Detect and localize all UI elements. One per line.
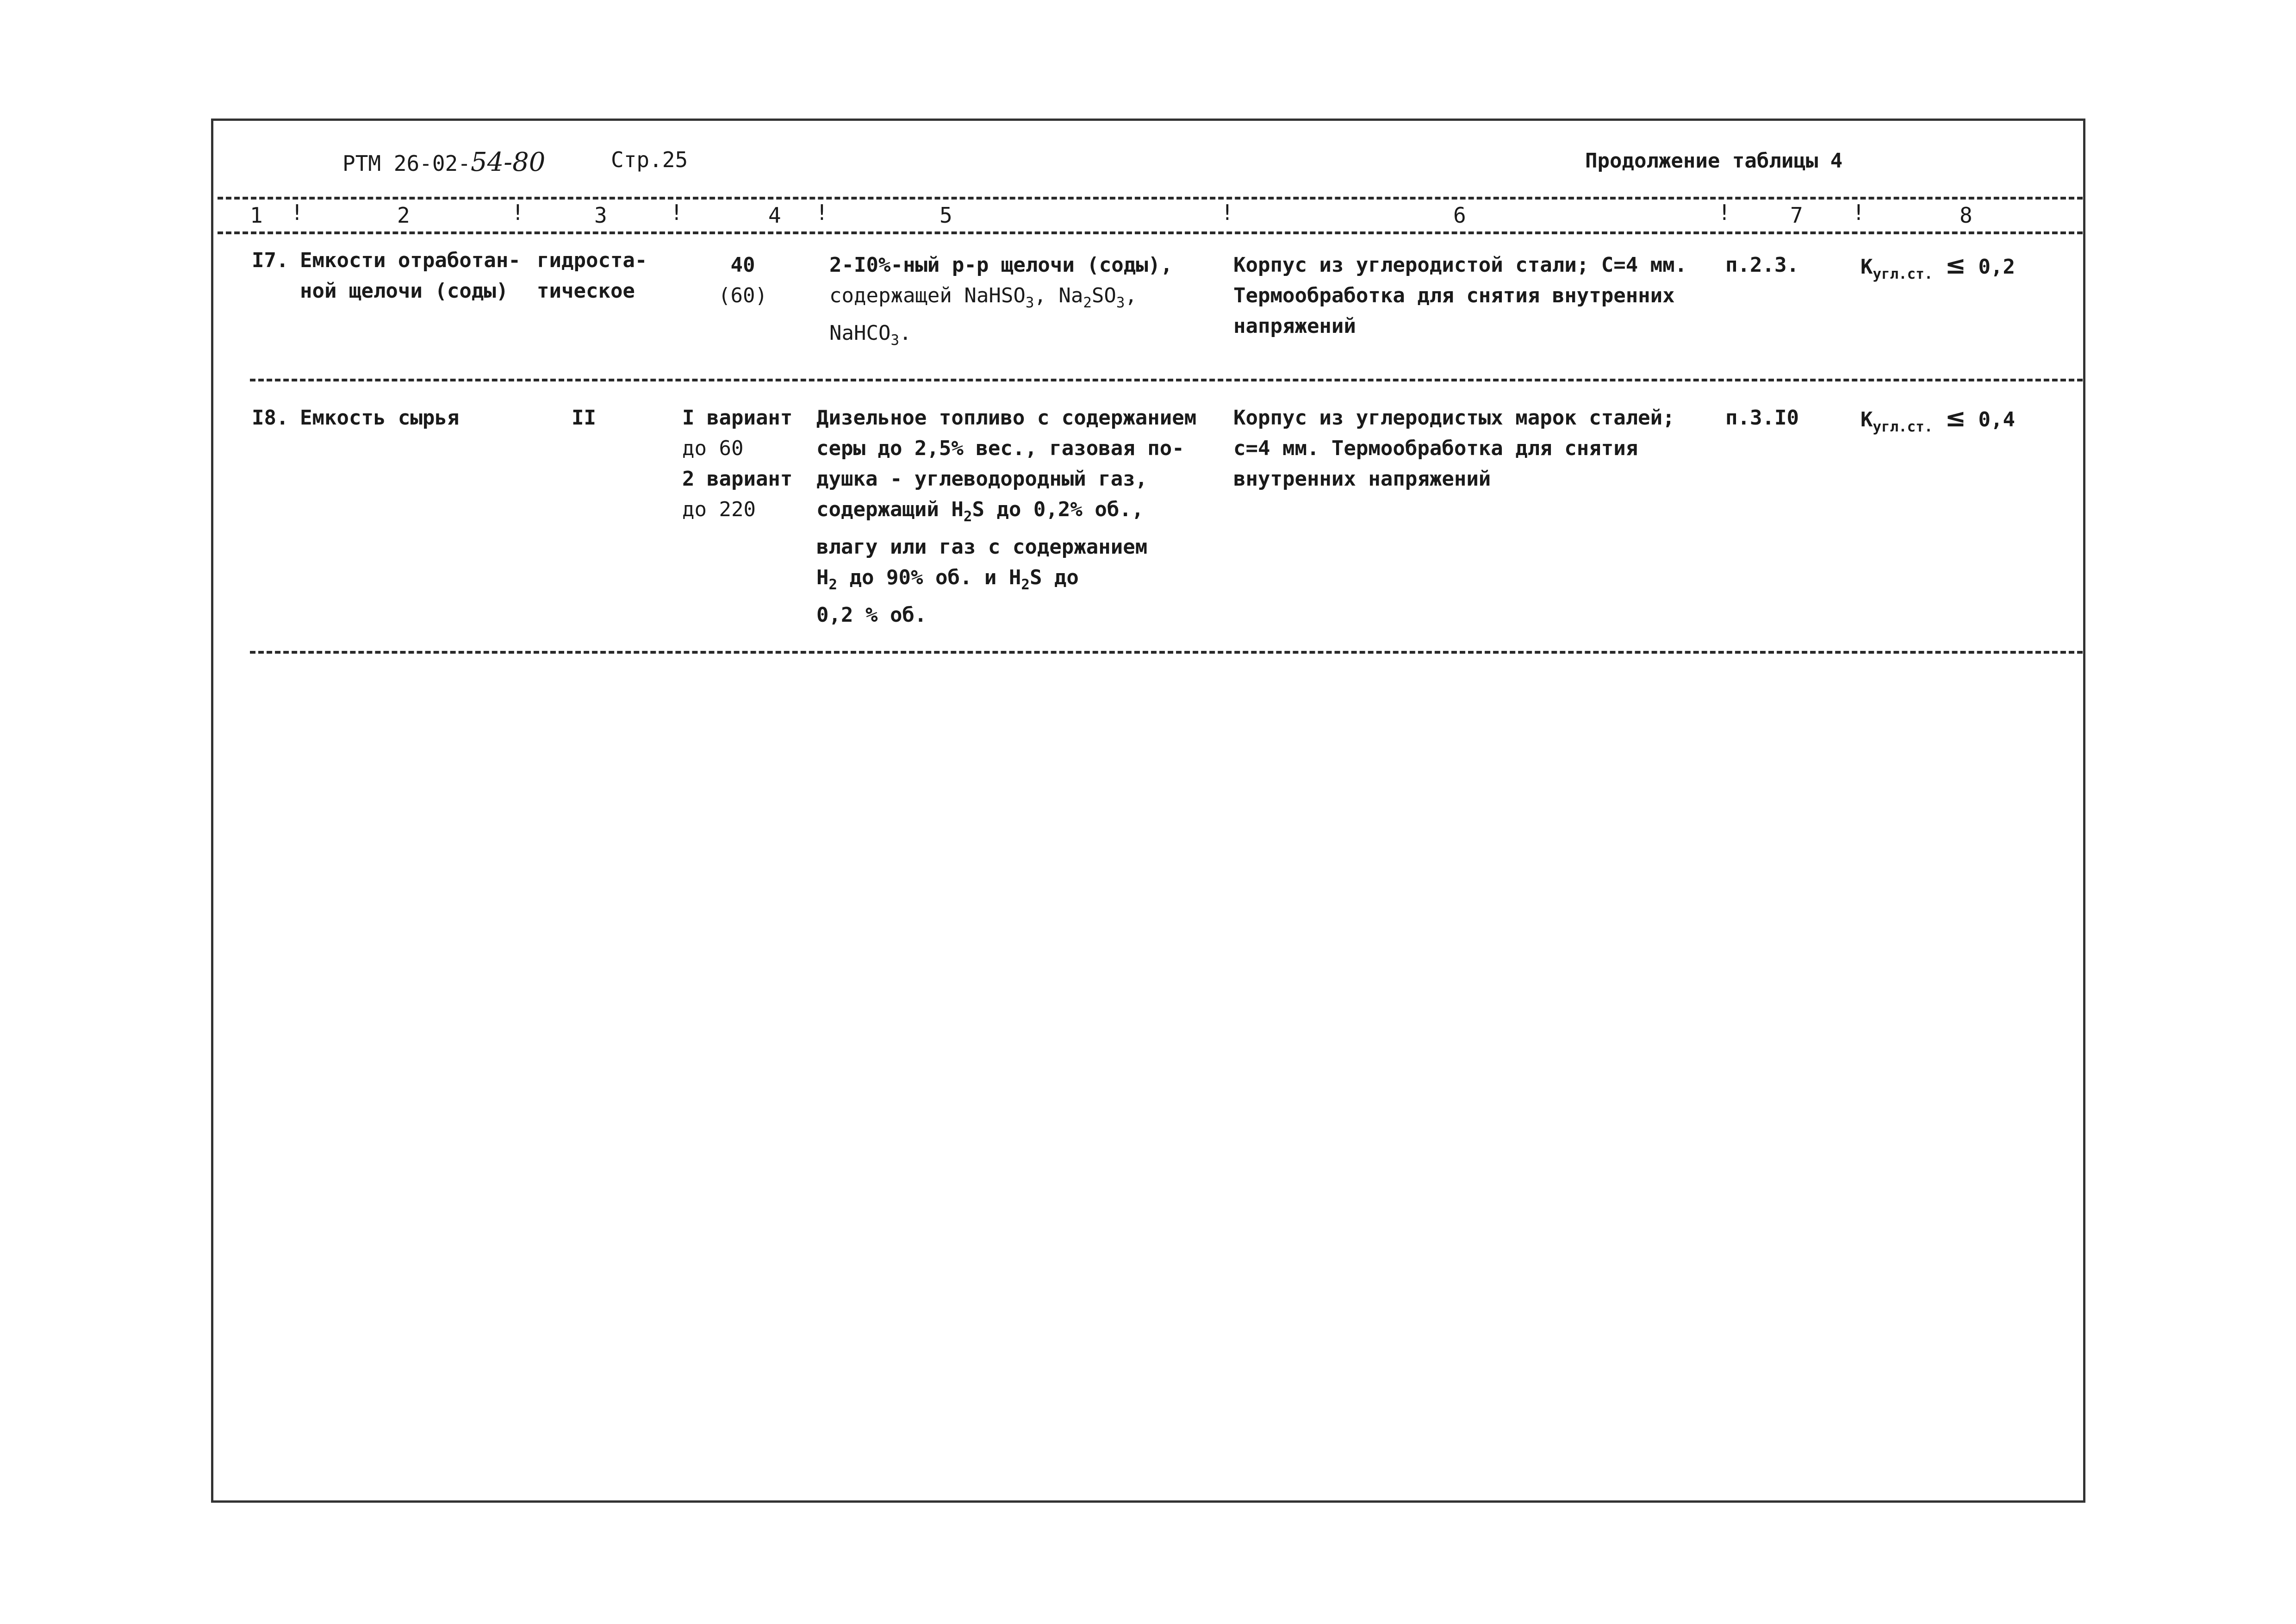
column-number-8: 8: [1960, 203, 1972, 228]
row-18-number: I8.: [252, 406, 289, 430]
column-separator: !: [511, 200, 524, 225]
column-separator: !: [670, 200, 683, 225]
row-separator: [250, 379, 2083, 381]
document-code: [342, 147, 545, 177]
row-17-medium: 2-I0%-ный р-р щелочи (соды), содержащей NaHSO$_3$, $Na_2SO_3$, NaHCO$_3$.: [829, 253, 1173, 349]
row-17-temperature: 40 (60): [718, 253, 767, 307]
column-number-2: 2: [397, 203, 410, 228]
row-17-reference: п.2.3.: [1725, 253, 1799, 277]
row-18-temperature: I вариант до 60 2 вариант до 220: [682, 406, 793, 521]
column-separator: !: [1718, 200, 1731, 225]
header-bottom-rule: [218, 231, 2083, 234]
row-18-group: II: [572, 406, 596, 430]
row-17-requirements: Корпус из углеродистой стали; С=4 мм. Термообработка для снятия внутренних напряжений: [1233, 253, 1687, 338]
column-number-5: 5: [940, 203, 952, 228]
table-continuation-title: Продолжение таблицы 4: [1585, 149, 1843, 173]
row-17-coefficient: $K_{угл.ст.} \le 0,2$: [1860, 250, 2016, 282]
page-number: Стр.25: [611, 147, 688, 172]
column-separator: !: [1221, 200, 1234, 225]
row-18-medium: Дизельное топливо с содержанием серы до 2,5% вес., газовая по- душка - углеводородный газ, содержащий $H_2S$ до 0,2% об., влагу или газ с содержанием $H_2$ до 90% об. и $H_2S$ до 0,2 % об.: [816, 406, 1197, 627]
row-18-requirements: Корпус из углеродистых марок сталей; с=4 мм. Термообработка для снятия внутренних напряжений: [1233, 406, 1675, 491]
row-18-coefficient: $K_{угл.ст.} \le 0,4$: [1860, 403, 2016, 435]
column-number-4: 4: [768, 203, 781, 228]
row-18-name: Емкость сырья: [300, 406, 460, 430]
document-code-prefix: РТМ 26-02-: [342, 151, 471, 176]
column-separator: !: [1852, 200, 1865, 225]
column-number-1: 1: [250, 203, 263, 228]
header-top-rule: [218, 197, 2083, 200]
column-number-7: 7: [1790, 203, 1803, 228]
row-17-number: I7.: [252, 249, 289, 272]
row-17-name: Емкости отработан- ной щелочи (соды): [300, 249, 521, 303]
column-number-6: 6: [1453, 203, 1466, 228]
row-17-test-type: гидроста- тическое: [537, 249, 647, 303]
column-number-3: 3: [594, 203, 607, 228]
document-code-handwritten: 54-80: [470, 147, 546, 177]
row-18-reference: п.3.I0: [1725, 406, 1799, 430]
column-separator: !: [815, 200, 828, 225]
table-bottom-rule: [250, 651, 2083, 654]
column-separator: !: [291, 200, 304, 225]
